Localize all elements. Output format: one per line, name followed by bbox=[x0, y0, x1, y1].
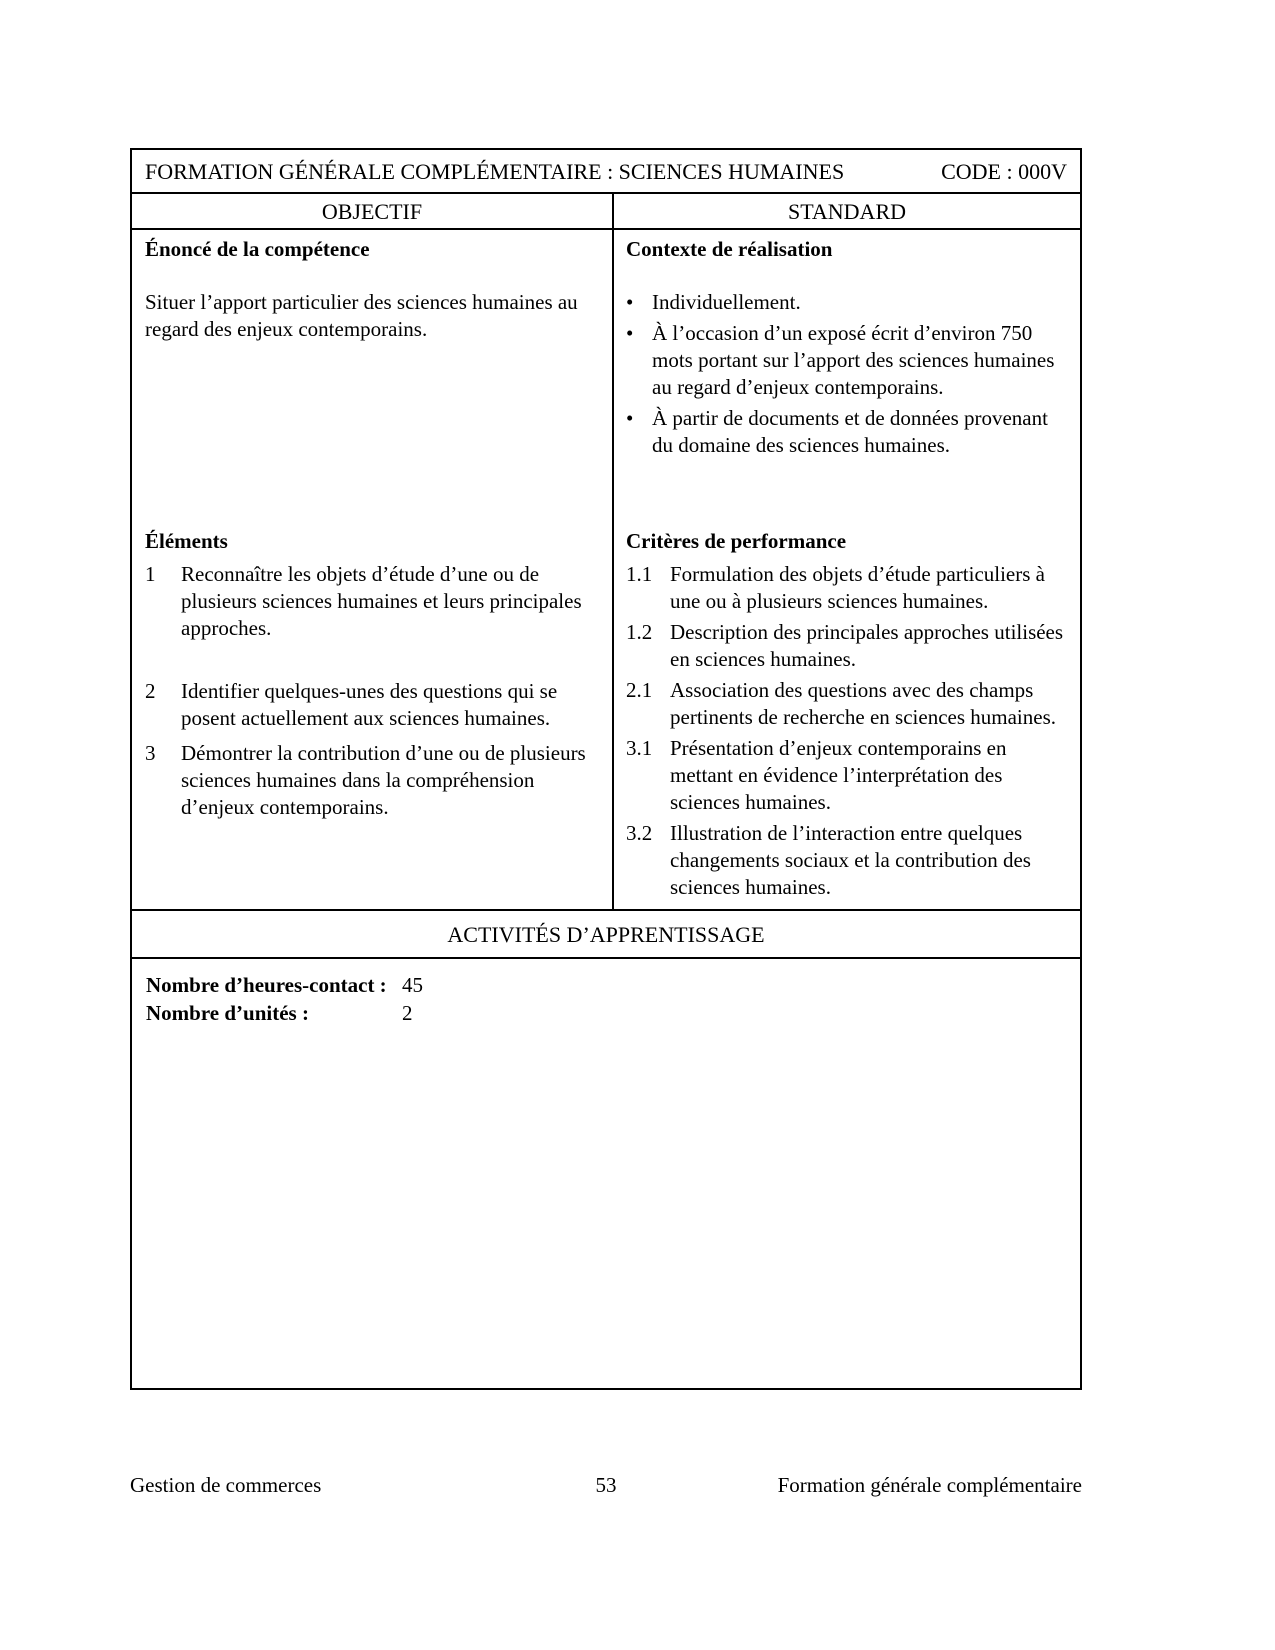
hours-value: 45 bbox=[402, 973, 423, 997]
critere-number: 3.2 bbox=[626, 821, 653, 845]
enonce-section bbox=[145, 236, 596, 528]
contexte-item bbox=[626, 289, 1070, 316]
table-title-row bbox=[132, 150, 1080, 194]
critere-text: Formulation des objets d’étude particuliers à une ou à plusieurs sciences humaines. bbox=[670, 562, 1045, 613]
objectif-cell bbox=[132, 230, 614, 909]
bullet-icon: • bbox=[626, 321, 634, 345]
hours-row bbox=[146, 971, 1066, 999]
critere-number: 1.1 bbox=[626, 562, 653, 586]
column-header-standard bbox=[614, 194, 1080, 228]
element-item bbox=[145, 740, 596, 821]
contexte-section bbox=[626, 236, 1070, 528]
contexte-item bbox=[626, 320, 1070, 401]
critere-text: Illustration de l’interaction entre quelques changements sociaux et la contribution des sciences humaines. bbox=[670, 821, 1031, 899]
units-value: 2 bbox=[402, 1001, 413, 1025]
activities-heading: ACTIVITÉS D’APPRENTISSAGE bbox=[447, 921, 765, 947]
table-title: FORMATION GÉNÉRALE COMPLÉMENTAIRE : SCIENCES HUMAINES bbox=[145, 158, 845, 184]
critere-number: 1.2 bbox=[626, 620, 653, 644]
critere-item bbox=[626, 677, 1070, 731]
criteres-list bbox=[626, 561, 1070, 901]
critere-item bbox=[626, 561, 1070, 615]
footer-program-name: Gestion de commerces bbox=[130, 1473, 322, 1497]
critere-number: 3.1 bbox=[626, 736, 653, 760]
enonce-text: Situer l’apport particulier des sciences humaines au regard des enjeux contemporains. bbox=[145, 290, 578, 341]
elements-list bbox=[145, 561, 596, 821]
criteres-heading: Critères de performance bbox=[626, 529, 847, 553]
critere-text: Association des questions avec des champs pertinents de recherche en sciences humaines. bbox=[670, 678, 1056, 729]
content-row bbox=[132, 230, 1080, 911]
hours-label: Nombre d’heures-contact : bbox=[146, 973, 387, 997]
footer-page-number: 53 bbox=[595, 1473, 617, 1497]
critere-text: Présentation d’enjeux contemporains en mettant en évidence l’interprétation des sciences humaines. bbox=[670, 736, 1007, 814]
element-item bbox=[145, 561, 596, 642]
contexte-heading: Contexte de réalisation bbox=[626, 237, 833, 261]
units-label: Nombre d’unités : bbox=[146, 1001, 309, 1025]
bullet-icon: • bbox=[626, 406, 634, 430]
contexte-item-text: À partir de documents et de données provenant du domaine des sciences humaines. bbox=[652, 406, 1048, 457]
enonce-heading: Énoncé de la compétence bbox=[145, 237, 370, 261]
column-header-row bbox=[132, 194, 1080, 230]
contexte-list bbox=[626, 289, 1070, 459]
element-text: Démontrer la contribution d’une ou de plusieurs sciences humaines dans la compréhension d’enjeux contemporains. bbox=[181, 741, 586, 819]
activities-banner bbox=[132, 911, 1080, 959]
footer-section-name: Formation générale complémentaire bbox=[777, 1473, 1082, 1497]
element-text: Identifier quelques-unes des questions qui se posent actuellement aux sciences humaines. bbox=[181, 679, 558, 730]
standard-header-label: STANDARD bbox=[787, 198, 907, 224]
units-row bbox=[146, 999, 1066, 1027]
page-footer bbox=[130, 1472, 1082, 1499]
element-item bbox=[145, 678, 596, 732]
critere-text: Description des principales approches utilisées en sciences humaines. bbox=[670, 620, 1064, 671]
contexte-item bbox=[626, 405, 1070, 459]
table-code: CODE : 000V bbox=[941, 158, 1067, 184]
bullet-icon: • bbox=[626, 290, 634, 314]
element-number: 2 bbox=[145, 679, 156, 703]
objectif-header-label: OBJECTIF bbox=[321, 198, 423, 224]
element-number: 3 bbox=[145, 741, 156, 765]
critere-item bbox=[626, 619, 1070, 673]
column-header-objectif bbox=[132, 194, 614, 228]
critere-number: 2.1 bbox=[626, 678, 653, 702]
contexte-item-text: Individuellement. bbox=[652, 290, 801, 314]
element-number: 1 bbox=[145, 562, 156, 586]
standard-cell bbox=[614, 230, 1080, 909]
elements-heading: Éléments bbox=[145, 529, 228, 553]
contexte-item-text: À l’occasion d’un exposé écrit d’environ 750 mots portant sur l’apport des sciences humaines au regard d’enjeux contemporains. bbox=[652, 321, 1055, 399]
program-table bbox=[130, 148, 1082, 1390]
activities-info-section bbox=[132, 959, 1080, 1388]
element-text: Reconnaître les objets d’étude d’une ou de plusieurs sciences humaines et leurs principales approches. bbox=[181, 562, 582, 640]
critere-item bbox=[626, 735, 1070, 816]
critere-item bbox=[626, 820, 1070, 901]
